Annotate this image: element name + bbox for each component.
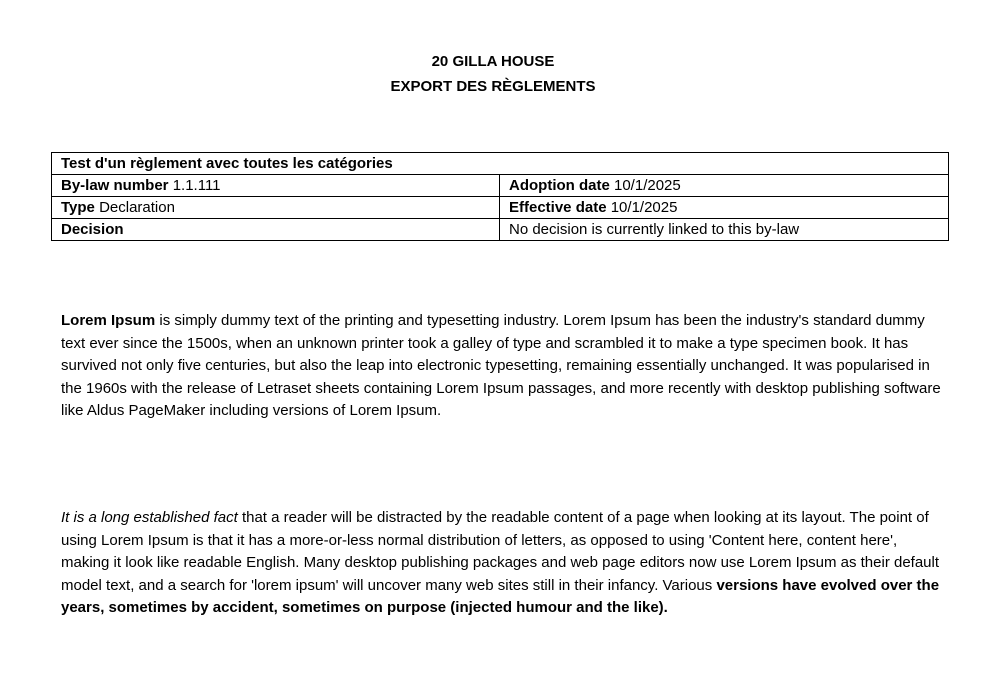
adoption-date-label: Adoption date — [509, 177, 610, 194]
bylaw-number-value: 1.1.111 — [172, 177, 221, 194]
effective-date-value: 10/1/2025 — [610, 199, 678, 216]
type-label: Type — [61, 199, 95, 216]
adoption-date-cell — [500, 175, 949, 197]
decision-value: No decision is currently linked to this by-law — [500, 219, 949, 241]
paragraph-established-fact — [61, 507, 941, 620]
paragraph2-italic-lead: It is a long established fact — [61, 509, 238, 526]
paragraph1-text: is simply dummy text of the printing and typesetting industry. Lorem Ipsum has been the industry's standard dummy text ever since the 1500s, when an unknown printer took a galley of type and scrambled it to make a type specimen book. It has survived not only five centuries, but also the leap into electronic typesetting, remaining essentially unchanged. It was popularised in the 1960s with the release of Letraset sheets containing Lorem Ipsum passages, and more recently with desktop publishing software like Aldus PageMaker including versions of Lorem Ipsum. — [61, 312, 941, 419]
table-row — [52, 197, 949, 219]
paragraph2-text: that a reader will be distracted by the readable content of a page when looking at its layout. The point of using Lorem Ipsum is that it has a more-or-less normal distribution of letters, as opposed to using 'Content here, content here', making it look like readable English. Many desktop publishing packages and web page editors now use Lorem Ipsum as their default model text, and a search for 'lorem ipsum' will uncover many web sites still in their infancy. Various — [61, 509, 940, 594]
table-row — [52, 175, 949, 197]
table-row — [52, 153, 949, 175]
bylaw-title: Test d'un règlement avec toutes les catégories — [52, 153, 949, 175]
paragraph2-bold-tail: versions have evolved over the years, sometimes by accident, sometimes on purpose (injected humour and the like). — [61, 576, 940, 616]
effective-date-cell — [500, 197, 949, 219]
adoption-date-value: 10/1/2025 — [614, 177, 681, 194]
decision-label: Decision — [52, 219, 500, 241]
paragraph1-bold-lead: Lorem Ipsum — [61, 312, 156, 329]
header-building-name: 20 GILLA HOUSE — [431, 53, 555, 70]
type-value: Declaration — [99, 199, 175, 216]
bylaw-info-table — [51, 152, 949, 241]
paragraph-lorem-ipsum — [61, 310, 941, 423]
bylaw-number-label: By-law number — [61, 177, 169, 194]
bylaw-number-cell — [52, 175, 500, 197]
header-export-title: EXPORT DES RÈGLEMENTS — [390, 78, 596, 95]
table-row — [52, 219, 949, 241]
type-cell — [52, 197, 500, 219]
effective-date-label: Effective date — [509, 199, 607, 216]
document-header — [0, 49, 986, 99]
